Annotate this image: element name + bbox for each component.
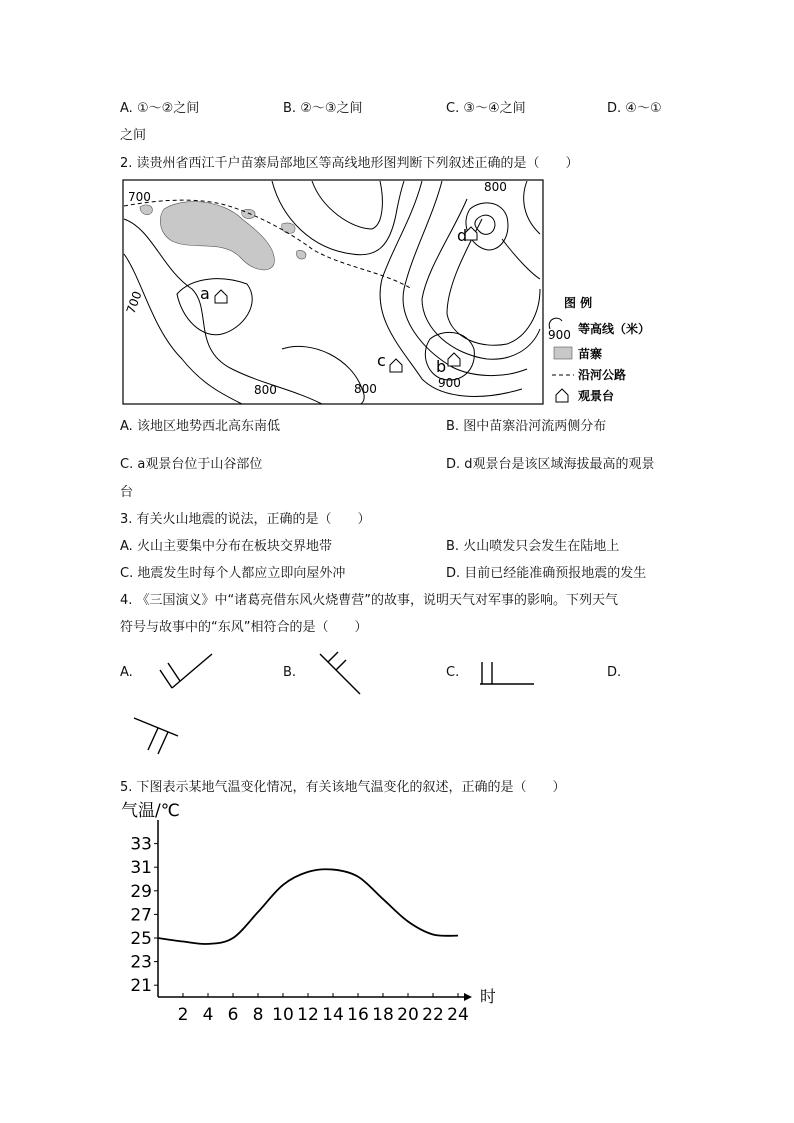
wind-symbol-b-icon <box>312 648 372 700</box>
q4-option-a[interactable]: A. <box>120 665 133 680</box>
legend-contour-label: 等高线（米） <box>578 322 651 336</box>
wind-symbol-c-icon <box>476 656 540 690</box>
temperature-series-line <box>158 869 458 944</box>
q1-option-c[interactable]: C. ③～④之间 <box>446 101 526 116</box>
q1-option-b[interactable]: B. ②～③之间 <box>283 101 363 116</box>
q5-stem: 5. 下图表示某地气温变化情况，有关该地气温变化的叙述，正确的是（ ） <box>120 780 566 795</box>
q2-option-c[interactable]: C. a观景台位于山谷部位 <box>120 457 263 472</box>
contour-map <box>122 179 682 407</box>
wind-symbol-a-icon <box>150 648 220 696</box>
x-tick-label: 2 <box>177 1005 189 1025</box>
contour-label-700-left: 700 <box>123 289 145 316</box>
legend-village-label: 苗寨 <box>578 347 603 361</box>
q1-option-d[interactable]: D. ④～① <box>607 101 662 116</box>
y-tick-label: 29 <box>130 881 152 902</box>
x-tick-label: 18 <box>372 1005 394 1025</box>
legend-deck-icon <box>556 389 568 402</box>
y-tick-label: 33 <box>130 834 152 855</box>
contour-label-700-top: 700 <box>128 190 151 204</box>
y-tick-label: 27 <box>130 905 152 926</box>
q2-option-a[interactable]: A. 该地区地势西北高东南低 <box>120 419 280 434</box>
legend-road-label: 沿河公路 <box>578 368 627 382</box>
x-tick-label: 6 <box>227 1005 239 1025</box>
place-label-a: a <box>200 284 210 303</box>
x-tick-label: 12 <box>297 1005 319 1025</box>
place-label-d: d <box>457 226 468 245</box>
x-tick-label: 10 <box>272 1005 294 1025</box>
x-tick-label: 24 <box>447 1005 469 1025</box>
x-tick-label: 20 <box>397 1005 419 1025</box>
q2-option-d-continued: 台 <box>120 485 134 500</box>
q4-stem-line1: 4. 《三国演义》中“诸葛亮借东风火烧曹营”的故事，说明天气对军事的影响。下列天气 <box>120 593 619 608</box>
q1-option-a[interactable]: A. ①～②之间 <box>120 101 200 116</box>
y-tick-label: 23 <box>130 952 152 973</box>
x-tick-label: 22 <box>422 1005 444 1025</box>
contour-label-900: 900 <box>438 376 461 390</box>
x-tick-label: 16 <box>347 1005 369 1025</box>
y-tick-label: 21 <box>130 976 152 997</box>
contour-label-800-top: 800 <box>484 180 507 194</box>
q3-stem: 3. 有关火山地震的说法，正确的是（ ） <box>120 512 371 527</box>
q4-option-c[interactable]: C. <box>446 665 460 680</box>
place-label-c: c <box>377 351 386 370</box>
q3-option-a[interactable]: A. 火山主要集中分布在板块交界地带 <box>120 539 332 554</box>
x-tick-label: 8 <box>252 1005 264 1025</box>
contour-label-800-bottom2: 800 <box>354 382 377 396</box>
x-axis-label: 时 <box>480 987 495 1006</box>
legend-title: 图 例 <box>564 296 593 310</box>
q4-option-d[interactable]: D. <box>607 665 622 680</box>
q2-option-b[interactable]: B. 图中苗寨沿河流两侧分布 <box>446 419 607 434</box>
q1-option-d-continued: 之间 <box>120 128 147 143</box>
x-tick-label: 14 <box>322 1005 344 1025</box>
wind-symbol-d-icon <box>128 712 188 762</box>
q3-option-d[interactable]: D. 目前已经能准确预报地震的发生 <box>446 566 647 581</box>
temperature-chart <box>115 800 495 1032</box>
y-tick-label: 31 <box>130 858 152 879</box>
q3-option-b[interactable]: B. 火山喷发只会发生在陆地上 <box>446 539 620 554</box>
contour-label-800-bottom: 800 <box>254 383 277 397</box>
q4-stem-line2: 符号与故事中的“东风”相符合的是（ ） <box>120 620 368 635</box>
y-tick-label: 25 <box>130 929 152 949</box>
legend-contour-value: 900 <box>548 328 571 342</box>
x-axis-arrow <box>464 993 472 1001</box>
legend-deck-label: 观景台 <box>578 389 615 403</box>
y-axis-label: 气温/℃ <box>121 801 180 821</box>
q4-option-b[interactable]: B. <box>283 665 297 680</box>
contour-map-svg <box>122 179 682 407</box>
legend-village-swatch <box>554 347 572 359</box>
place-label-b: b <box>436 357 447 376</box>
q2-option-d[interactable]: D. d观景台是该区域海拔最高的观景 <box>446 457 655 472</box>
map-legend <box>548 295 650 403</box>
temperature-chart-svg <box>115 800 495 1032</box>
q2-stem: 2. 读贵州省西江千户苗寨局部地区等高线地形图判断下列叙述正确的是（ ） <box>120 156 579 171</box>
q3-option-c[interactable]: C. 地震发生时每个人都应立即向屋外冲 <box>120 566 346 581</box>
x-tick-label: 4 <box>202 1005 214 1025</box>
